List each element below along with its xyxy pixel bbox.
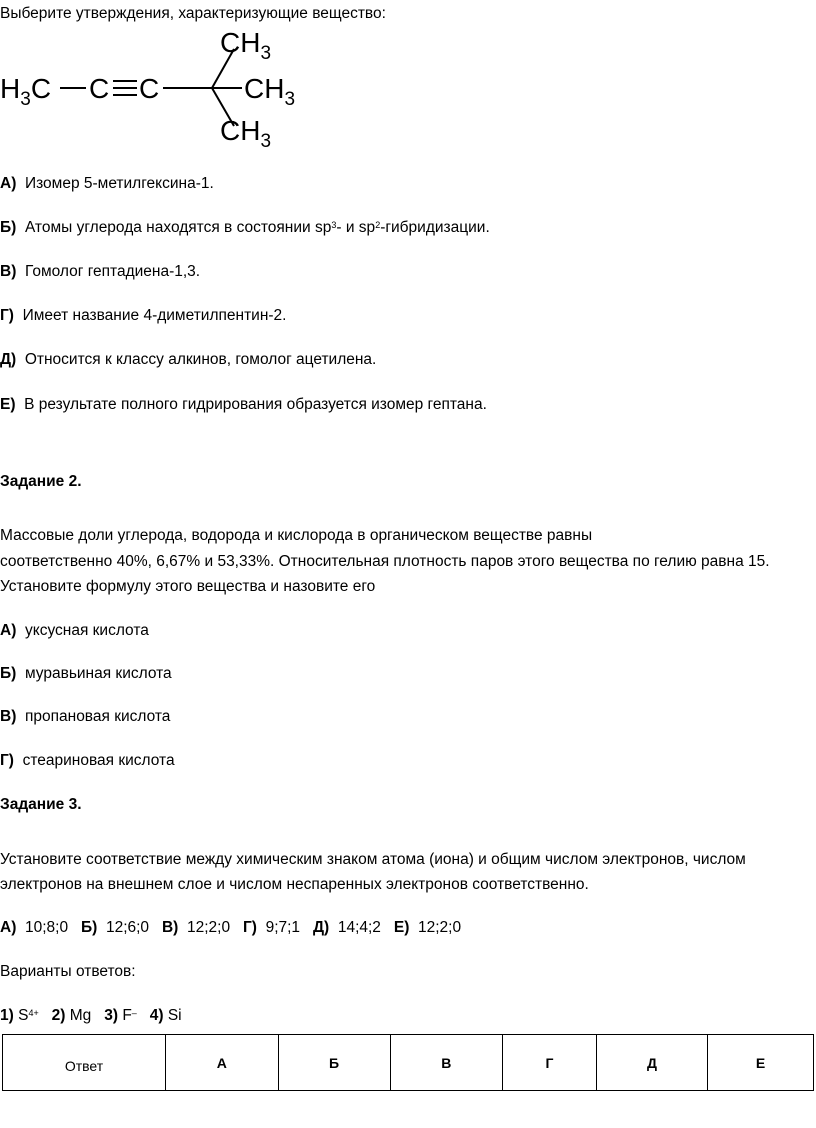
intro-text: Выберите утверждения, характеризующие вещество:: [0, 5, 386, 22]
formula-top-methyl: $CH_3$: [220, 27, 272, 64]
task2-option-v: В) пропановая кислота: [0, 708, 171, 725]
task2-option-a: А) уксусная кислота: [0, 622, 149, 639]
answer-table-row: [3, 1035, 814, 1091]
formula-bottom-methyl: $CH_3$: [220, 115, 272, 152]
answer-cell-b[interactable]: Б: [278, 1035, 390, 1091]
formula-c2: C: [89, 73, 110, 104]
structural-formula: [0, 22, 320, 152]
task2-option-b: Б) муравьиная кислота: [0, 665, 172, 682]
task2-option-g: Г) стеариновая кислота: [0, 752, 175, 769]
formula-left-h: $H_3C$: [0, 73, 52, 110]
variants-label: Варианты ответов:: [0, 963, 136, 980]
task3-choices: А) 10;8;0 Б) 12;6;0 В) 12;2;0 Г) 9;7;1 Д) 14;4;2 Е) 12;2;0: [0, 919, 462, 936]
task1-option-g: Г) Имеет название 4-диметилпентин-2.: [0, 307, 287, 324]
task3-heading: Задание 3.: [0, 796, 82, 813]
answer-cell-g[interactable]: Г: [503, 1035, 597, 1091]
task1-option-d: Д) Относится к классу алкинов, гомолог ацетилена.: [0, 351, 377, 368]
task1-option-b: Б) Атомы углерода находятся в состоянии $sp^3-$ и $sp^2$-гибридизации.: [0, 219, 490, 236]
answer-cell-e[interactable]: Е: [708, 1035, 814, 1091]
task1-option-a: А) Изомер 5-метилгексина-1.: [0, 175, 214, 192]
answer-cell-a[interactable]: А: [166, 1035, 279, 1091]
task3-variants: 1) $S^{4+}$ 2) Mg 3) F– 4) Si: [0, 1007, 182, 1024]
answer-label-cell: Ответ: [3, 1035, 166, 1091]
answer-table: [2, 1034, 814, 1091]
task3-line-1: Установите соответствие между химическим знаком атома (иона) и общим числом электронов, числом: [0, 851, 746, 868]
task2-line-1: Массовые доли углерода, водорода и кислорода в органическом веществе равны: [0, 527, 593, 544]
task3-line-2: электронов на внешнем слое и числом неспаренных электронов соответственно.: [0, 876, 589, 893]
task2-line-2: соответственно 40%, 6,67% и 53,33%. Относительная плотность паров этого вещества по гелию равна 15.: [0, 553, 770, 570]
task2-line-3: Установите формулу этого вещества и назовите его: [0, 578, 376, 595]
formula-right-methyl: $CH_3$: [244, 73, 296, 110]
answer-cell-v[interactable]: В: [390, 1035, 503, 1091]
task1-option-e: Е) В результате полного гидрирования образуется изомер гептана.: [0, 396, 487, 413]
task1-option-v: В) Гомолог гептадиена-1,3.: [0, 263, 201, 280]
formula-c3: C: [139, 73, 160, 104]
task2-heading: Задание 2.: [0, 473, 82, 490]
answer-cell-d[interactable]: Д: [596, 1035, 707, 1091]
